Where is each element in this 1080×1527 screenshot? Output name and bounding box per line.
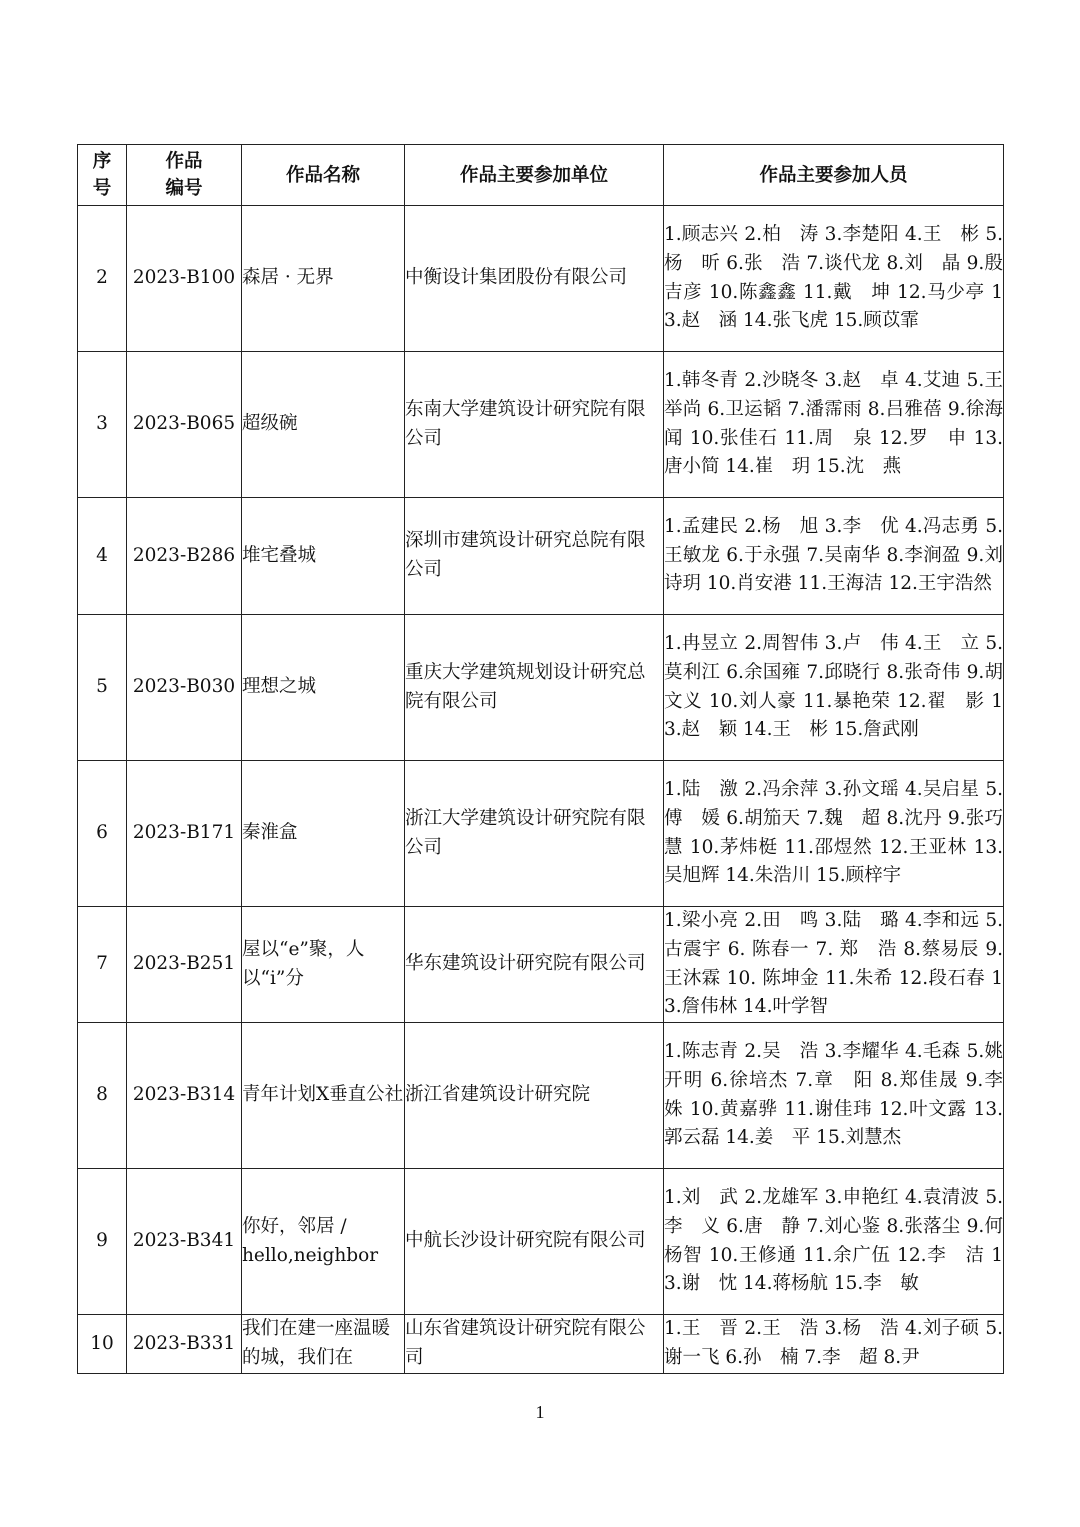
cell-no: 10 xyxy=(78,1315,127,1374)
cell-no: 2 xyxy=(78,206,127,352)
cell-name: 我们在建一座温暖的城，我们在 xyxy=(242,1315,405,1374)
table-row xyxy=(78,1169,1004,1315)
header-no: 序号 xyxy=(78,145,127,206)
cell-unit: 中衡设计集团股份有限公司 xyxy=(405,206,664,352)
cell-no: 4 xyxy=(78,498,127,615)
cell-name: 森居 · 无界 xyxy=(242,206,405,352)
cell-no: 7 xyxy=(78,907,127,1023)
cell-unit: 山东省建筑设计研究院有限公司 xyxy=(405,1315,664,1374)
cell-people: 1.王 晋 2.王 浩 3.杨 浩 4.刘子硕 5.谢一飞 6.孙 楠 7.李 超 8.尹 xyxy=(664,1315,1004,1374)
cell-unit: 深圳市建筑设计研究总院有限公司 xyxy=(405,498,664,615)
header-people: 作品主要参加人员 xyxy=(664,145,1004,206)
table-header-row xyxy=(78,145,1004,206)
cell-name: 秦淮盒 xyxy=(242,761,405,907)
cell-code: 2023-B065 xyxy=(127,352,242,498)
table-row xyxy=(78,1023,1004,1169)
cell-name: 堆宅叠城 xyxy=(242,498,405,615)
cell-code: 2023-B171 xyxy=(127,761,242,907)
cell-name: 青年计划X垂直公社 xyxy=(242,1023,405,1169)
cell-people: 1.顾志兴 2.柏 涛 3.李楚阳 4.王 彬 5.杨 昕 6.张 浩 7.谈代龙 8.刘 晶 9.殷吉彦 10.陈鑫鑫 11.戴 坤 12.马少亭 13.赵 涵 14.张飞虎 15.顾苡霏 xyxy=(664,206,1004,352)
cell-no: 5 xyxy=(78,615,127,761)
header-code: 作品编号 xyxy=(127,145,242,206)
cell-people: 1.陈志青 2.吴 浩 3.李耀华 4.毛森 5.姚开明 6.徐培杰 7.章 阳 8.郑佳晟 9.李 姝 10.黄嘉骅 11.谢佳玮 12.叶文露 13.郭云磊 14.姜 平 15.刘慧杰 xyxy=(664,1023,1004,1169)
cell-no: 9 xyxy=(78,1169,127,1315)
cell-no: 6 xyxy=(78,761,127,907)
cell-name: 理想之城 xyxy=(242,615,405,761)
cell-name: 屋以“e”聚，人以“i”分 xyxy=(242,907,405,1023)
cell-people: 1.冉昱立 2.周智伟 3.卢 伟 4.王 立 5.莫利江 6.余国雍 7.邱晓行 8.张奇伟 9.胡文义 10.刘人豪 11.暴艳荣 12.翟 影 13.赵 颖 14.王 彬 15.詹武刚 xyxy=(664,615,1004,761)
table-row xyxy=(78,761,1004,907)
table-row xyxy=(78,352,1004,498)
cell-name: 超级碗 xyxy=(242,352,405,498)
cell-name: 你好，邻居 / hello,neighbor xyxy=(242,1169,405,1315)
cell-code: 2023-B341 xyxy=(127,1169,242,1315)
cell-people: 1.梁小亮 2.田 鸣 3.陆 璐 4.李和远 5.古震宇 6. 陈春一 7. 郑 浩 8.蔡易辰 9.王沐霖 10. 陈坤金 11.朱希 12.段石春 13.詹伟林 14.叶学智 xyxy=(664,907,1004,1023)
page-number: 1 xyxy=(535,1402,545,1422)
cell-code: 2023-B331 xyxy=(127,1315,242,1374)
table-row xyxy=(78,498,1004,615)
cell-people: 1.陆 激 2.冯余萍 3.孙文瑶 4.吴启星 5.傅 媛 6.胡笳天 7.魏 超 8.沈丹 9.张巧慧 10.茅炜梃 11.邵煜然 12.王亚林 13.吴旭辉 14.朱浩川 15.顾梓宇 xyxy=(664,761,1004,907)
table-row xyxy=(78,615,1004,761)
cell-code: 2023-B286 xyxy=(127,498,242,615)
awards-table xyxy=(77,144,1022,1374)
cell-unit: 浙江省建筑设计研究院 xyxy=(405,1023,664,1169)
cell-people: 1.刘 武 2.龙雄军 3.申艳红 4.袁清波 5.李 义 6.唐 静 7.刘心鉴 8.张落尘 9.何杨智 10.王修通 11.余广伍 12.李 洁 13.谢 忱 14.蒋杨航 15.李 敏 xyxy=(664,1169,1004,1315)
cell-unit: 华东建筑设计研究院有限公司 xyxy=(405,907,664,1023)
cell-no: 3 xyxy=(78,352,127,498)
header-name: 作品名称 xyxy=(242,145,405,206)
cell-people: 1.孟建民 2.杨 旭 3.李 优 4.冯志勇 5.王敏龙 6.于永强 7.吴南华 8.李涧盈 9.刘诗玥 10.肖安港 11.王海洁 12.王宇浩然 xyxy=(664,498,1004,615)
cell-code: 2023-B100 xyxy=(127,206,242,352)
cell-code: 2023-B030 xyxy=(127,615,242,761)
header-unit: 作品主要参加单位 xyxy=(405,145,664,206)
table-row xyxy=(78,1315,1004,1374)
cell-unit: 浙江大学建筑设计研究院有限公司 xyxy=(405,761,664,907)
table-row xyxy=(78,206,1004,352)
cell-code: 2023-B251 xyxy=(127,907,242,1023)
cell-unit: 重庆大学建筑规划设计研究总院有限公司 xyxy=(405,615,664,761)
table-row xyxy=(78,907,1004,1023)
cell-no: 8 xyxy=(78,1023,127,1169)
cell-unit: 中航长沙设计研究院有限公司 xyxy=(405,1169,664,1315)
cell-unit: 东南大学建筑设计研究院有限公司 xyxy=(405,352,664,498)
cell-code: 2023-B314 xyxy=(127,1023,242,1169)
cell-people: 1.韩冬青 2.沙晓冬 3.赵 卓 4.艾迪 5.王举尚 6.卫运韬 7.潘霈雨 8.吕雅蓓 9.徐海闻 10.张佳石 11.周 泉 12.罗 申 13.唐小简 14.崔 玥 15.沈 燕 xyxy=(664,352,1004,498)
